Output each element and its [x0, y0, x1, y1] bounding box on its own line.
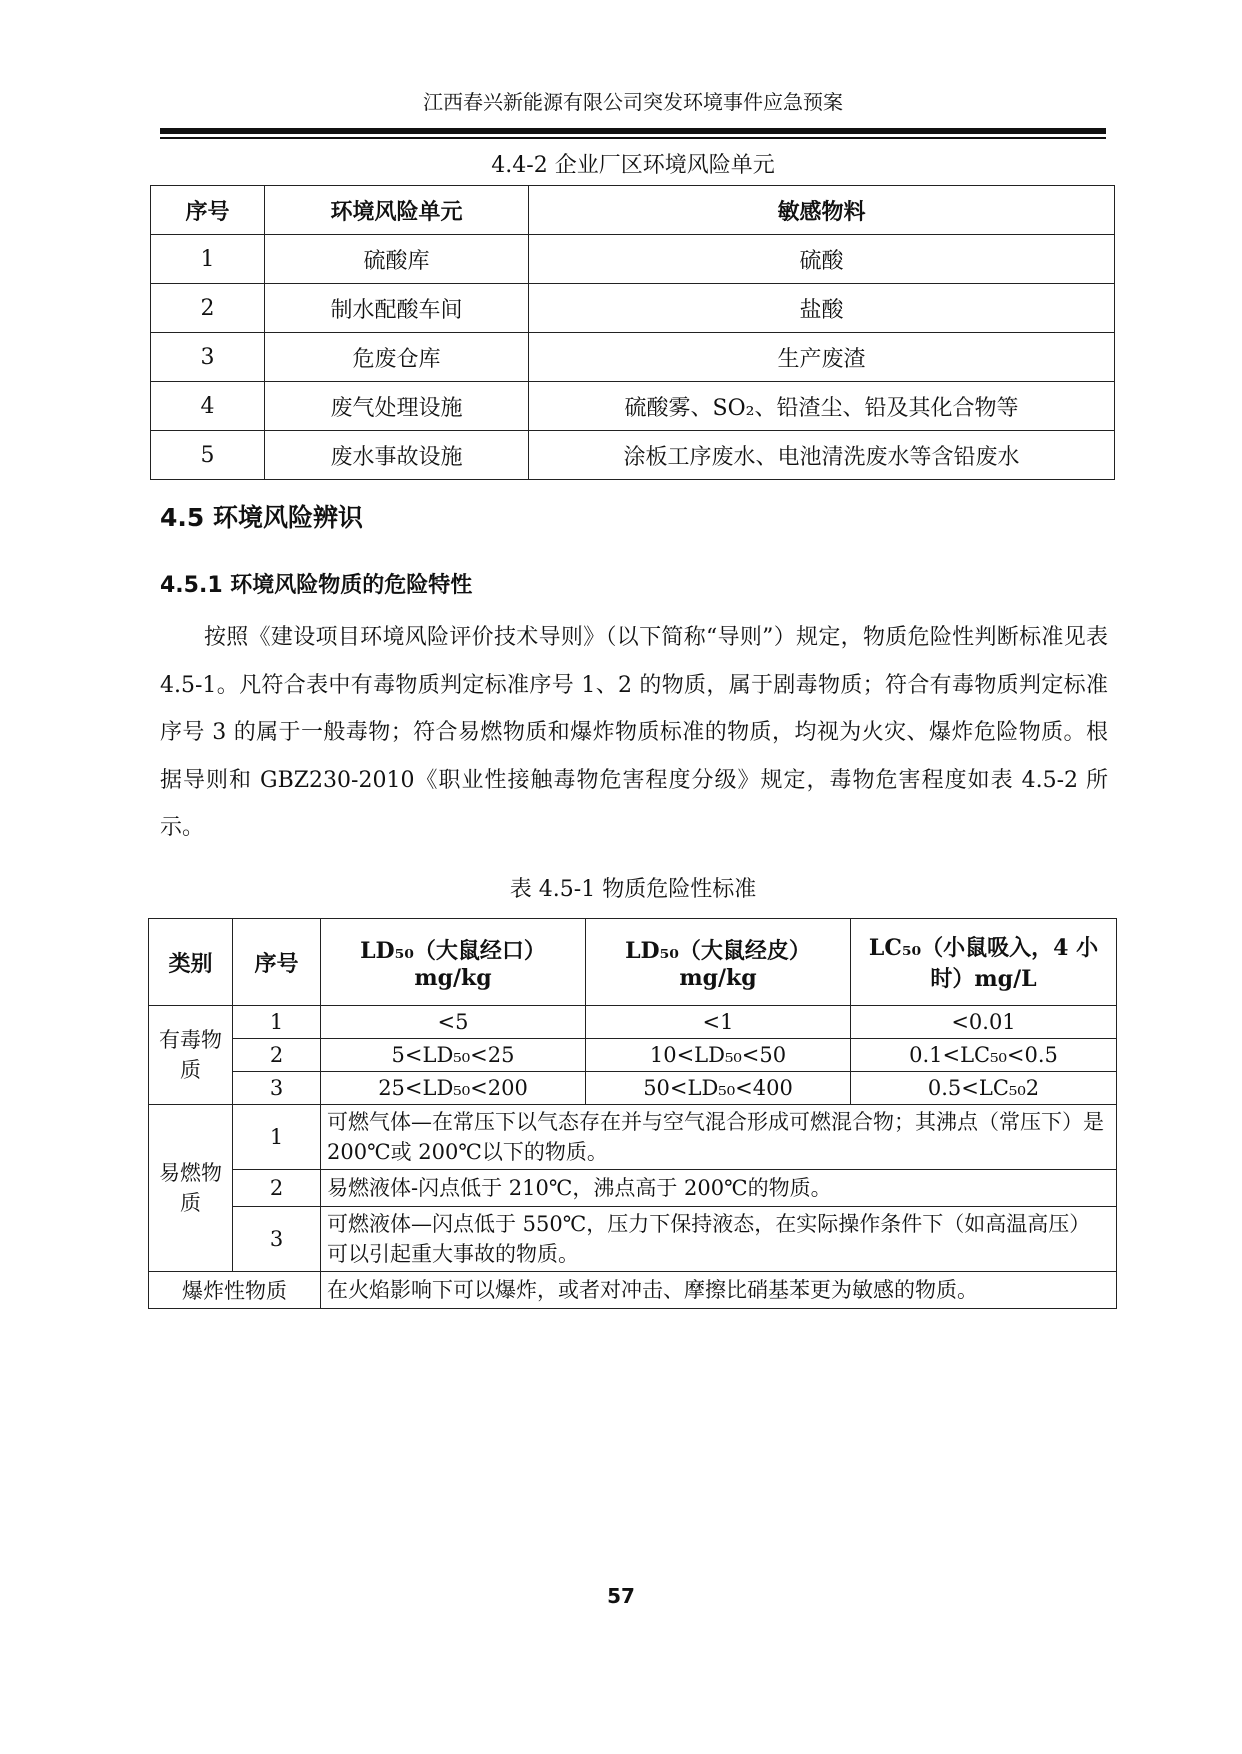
description-cell: 可燃液体—闪点低于 550℃，压力下保持液态，在实际操作条件下（如高温高压）可以引起重大事故的物质。 — [321, 1207, 1117, 1272]
table-cell: 50<LD₅₀<400 — [586, 1072, 851, 1105]
category-cell: 易燃物质 — [149, 1105, 233, 1272]
table-cell: 硫酸库 — [265, 235, 529, 284]
section-heading: 4.5 环境风险辨识 — [160, 503, 363, 532]
table-row — [151, 382, 1115, 431]
table-cell: 3 — [233, 1072, 321, 1105]
table-row — [151, 333, 1115, 382]
table-cell: 5 — [151, 431, 265, 480]
table1-caption: 4.4-2 企业厂区环境风险单元 — [491, 153, 775, 178]
category-cell: 爆炸性物质 — [149, 1272, 321, 1309]
risk-unit-table — [150, 185, 1115, 480]
table-cell: 5<LD₅₀<25 — [321, 1039, 586, 1072]
column-header: 敏感物料 — [529, 186, 1115, 235]
description-cell: 易燃液体-闪点低于 210℃，沸点高于 200℃的物质。 — [321, 1170, 1117, 1207]
table-cell: 25<LD₅₀<200 — [321, 1072, 586, 1105]
column-header: LD₅₀（大鼠经口）mg/kg — [321, 919, 586, 1006]
column-header: 序号 — [151, 186, 265, 235]
table-cell: 10<LD₅₀<50 — [586, 1039, 851, 1072]
table-cell: 危废仓库 — [265, 333, 529, 382]
table-cell: 制水配酸车间 — [265, 284, 529, 333]
table-row — [149, 1207, 1117, 1272]
header-rule-thick — [160, 128, 1106, 134]
table-cell: 1 — [233, 1006, 321, 1039]
hazard-criteria-table — [148, 918, 1117, 1309]
table-row — [149, 1006, 1117, 1039]
body-paragraph: 按照《建设项目环境风险评价技术导则》（以下简称“导则”）规定，物质危险性判断标准见表 4.5-1。凡符合表中有毒物质判定标准序号 1、2 的物质，属于剧毒物质；符合有毒物质判定标准序号 3 的属于一般毒物；符合易燃物质和爆炸物质标准的物质，均视为火灾、爆炸危险物质。根据导则和 GBZ230-2010《职业性接触毒物危害程度分级》规定，毒物危害程度如表 4.5-2 所示。 — [160, 625, 1108, 840]
description-cell: 可燃气体—在常压下以气态存在并与空气混合形成可燃混合物；其沸点（常压下）是 200℃或 200℃以下的物质。 — [321, 1105, 1117, 1170]
column-header: LD₅₀（大鼠经皮）mg/kg — [586, 919, 851, 1006]
header-rule-thin — [160, 137, 1106, 139]
table-row — [151, 431, 1115, 480]
table-cell: 2 — [151, 284, 265, 333]
table-cell: 2 — [233, 1170, 321, 1207]
table-cell: 4 — [151, 382, 265, 431]
table-cell: 1 — [151, 235, 265, 284]
column-header: LC₅₀（小鼠吸入，4 小时）mg/L — [851, 919, 1117, 1006]
table-row — [149, 1272, 1117, 1309]
table-cell: 生产废渣 — [529, 333, 1115, 382]
table-row — [149, 1072, 1117, 1105]
table-cell: 盐酸 — [529, 284, 1115, 333]
column-header: 环境风险单元 — [265, 186, 529, 235]
table-cell: <1 — [586, 1006, 851, 1039]
table-row — [149, 1105, 1117, 1170]
table-cell: 硫酸 — [529, 235, 1115, 284]
table-header-row — [151, 186, 1115, 235]
table-header-row — [149, 919, 1117, 1006]
column-header: 类别 — [149, 919, 233, 1006]
description-cell: 在火焰影响下可以爆炸，或者对冲击、摩擦比硝基苯更为敏感的物质。 — [321, 1272, 1117, 1309]
table-cell: 3 — [151, 333, 265, 382]
table-cell: 2 — [233, 1039, 321, 1072]
table-cell: 涂板工序废水、电池清洗废水等含铅废水 — [529, 431, 1115, 480]
table-cell: <0.01 — [851, 1006, 1117, 1039]
subsection-heading: 4.5.1 环境风险物质的危险特性 — [160, 573, 473, 598]
table-cell: 1 — [233, 1105, 321, 1170]
table-row — [149, 1039, 1117, 1072]
table-row — [149, 1170, 1117, 1207]
table-cell: 3 — [233, 1207, 321, 1272]
table2-caption: 表 4.5-1 物质危险性标准 — [509, 877, 757, 902]
table-cell: 废气处理设施 — [265, 382, 529, 431]
category-cell: 有毒物质 — [149, 1006, 233, 1105]
table-cell: 0.1<LC₅₀<0.5 — [851, 1039, 1117, 1072]
table-row — [151, 235, 1115, 284]
table-cell: 0.5<LC₅₀2 — [851, 1072, 1117, 1105]
page-number: 57 — [607, 1584, 635, 1608]
table-cell: 硫酸雾、SO₂、铅渣尘、铅及其化合物等 — [529, 382, 1115, 431]
table-row — [151, 284, 1115, 333]
table-cell: <5 — [321, 1006, 586, 1039]
document-header: 江西春兴新能源有限公司突发环境事件应急预案 — [423, 90, 843, 114]
column-header: 序号 — [233, 919, 321, 1006]
table-cell: 废水事故设施 — [265, 431, 529, 480]
